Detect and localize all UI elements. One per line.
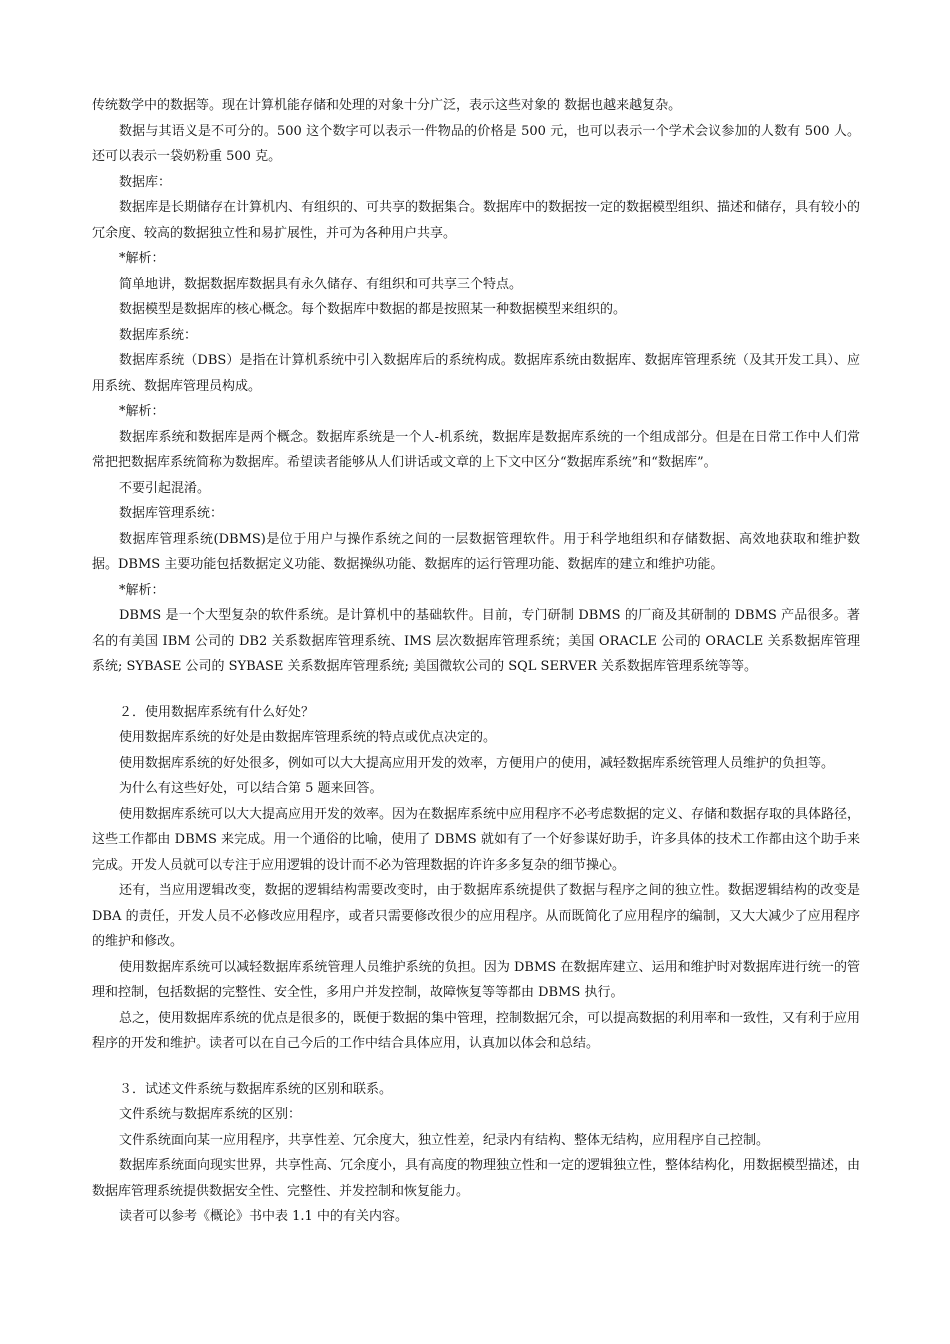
term-heading: 数据库系统： xyxy=(119,327,198,343)
paragraph: 使用数据库系统的好处是由数据库管理系统的特点或优点决定的。 xyxy=(119,730,497,745)
paragraph: 使用数据库系统可以减轻数据库系统管理人员维护系统的负担。因为 DBMS 在数据库建立、运用和维护时对数据库进行统一的管理和控制，包括数据的完整性、安全性，多用户并发控制，故障恢复等等都由 DBMS 执行。 xyxy=(92,959,860,1000)
section-question-3 xyxy=(92,1077,860,1230)
paragraph: 数据与其语义是不可分的。500 这个数字可以表示一件物品的价格是 500 元，也可以表示一个学术会议参加的人数有 500 人。还可以表示一袋奶粉重 500 克。 xyxy=(92,123,860,164)
section-definitions xyxy=(92,93,860,680)
paragraph: 数据模型是数据库的核心概念。每个数据库中数据的都是按照某一种数据模型来组织的。 xyxy=(119,302,627,317)
question-heading: ２．使用数据库系统有什么好处？ xyxy=(119,704,315,720)
paragraph: 数据库系统和数据库是两个概念。数据库系统是一个人-机系统，数据库是数据库系统的一个组成部分。但是在日常工作中人们常常把把数据库系统简称为数据库。希望读者能够从人们讲话或文章的上下文中区分“数据库系统”和“数据库”。 xyxy=(92,429,860,470)
analysis-label: *解析： xyxy=(119,251,165,266)
paragraph: 读者可以参考《概论》书中表 1.1 中的有关内容。 xyxy=(119,1209,408,1224)
paragraph: 使用数据库系统可以大大提高应用开发的效率。因为在数据库系统中应用程序不必考虑数据的定义、存储和数据存取的具体路径，这些工作都由 DBMS 来完成。用一个通俗的比喻，使用了 DBMS 就如有了一个好参谋好助手，许多具体的技术工作都由这个助手来完成。开发人员就可以专注于应用逻辑的设计而不必为管理数据的许许多多复杂的细节操心。 xyxy=(92,806,861,873)
section-gap xyxy=(92,680,860,700)
paragraph: 数据库是长期储存在计算机内、有组织的、可共享的数据集合。数据库中的数据按一定的数据模型组织、描述和储存，具有较小的冗余度、较高的数据独立性和易扩展性，并可为各种用户共享。 xyxy=(92,200,861,241)
question-heading: ３．试述文件系统与数据库系统的区别和联系。 xyxy=(119,1081,393,1097)
paragraph: 传统数学中的数据等。现在计算机能存储和处理的对象十分广泛，表示这些对象的 数据也越来越复杂。 xyxy=(92,98,682,113)
paragraph: 文件系统面向某一应用程序，共享性差、冗余度大，独立性差，纪录内有结构、整体无结构，应用程序自己控制。 xyxy=(119,1132,770,1148)
analysis-label: *解析： xyxy=(119,582,165,598)
paragraph: 还有，当应用逻辑改变，数据的逻辑结构需要改变时，由于数据库系统提供了数据与程序之间的独立性。数据逻辑结构的改变是 DBA 的责任，开发人员不必修改应用程序，或者只需要修改很少的应用程序。从而既简化了应用程序的编制，又大大减少了应用程序的维护和修改。 xyxy=(92,883,860,949)
section-question-2 xyxy=(92,700,860,1057)
section-gap xyxy=(92,1057,860,1077)
paragraph: 总之，使用数据库系统的优点是很多的，既便于数据的集中管理，控制数据冗余，可以提高数据的利用率和一致性，又有利于应用程序的开发和维护。读者可以在自己今后的工作中结合具体应用，认真加以体会和总结。 xyxy=(92,1010,861,1051)
paragraph: 文件系统与数据库系统的区别： xyxy=(119,1107,302,1122)
analysis-label: *解析： xyxy=(119,404,165,419)
paragraph: 简单地讲，数据数据库数据具有永久储存、有组织和可共享三个特点。 xyxy=(119,276,523,292)
paragraph: DBMS 是一个大型复杂的软件系统。是计算机中的基础软件。目前，专门研制 DBMS 的厂商及其研制的 DBMS 产品很多。著名的有美国 IBM 公司的 DB2 关系数据库管理系统、IMS 层次数据库管理系统；美国 ORACLE 公司的 ORACLE 关系数据库管理系统; SYBASE 公司的 SYBASE 关系数据库管理系统; 美国微软公司的 SQL SERVER 关系数据库管理系统等等。 xyxy=(92,608,860,674)
paragraph: 不要引起混淆。 xyxy=(119,480,211,496)
term-heading: 数据库： xyxy=(119,174,172,190)
paragraph: 使用数据库系统的好处很多，例如可以大大提高应用开发的效率，方便用户的使用，减轻数据库系统管理人员维护的负担等。 xyxy=(119,755,835,771)
paragraph: 为什么有这些好处，可以结合第 5 题来回答。 xyxy=(119,781,383,796)
paragraph: 数据库系统面向现实世界，共享性高、冗余度小，具有高度的物理独立性和一定的逻辑独立性，整体结构化，用数据模型描述，由数据库管理系统提供数据安全性、完整性、并发控制和恢复能力。 xyxy=(92,1158,861,1199)
paragraph: 数据库系统（DBS）是指在计算机系统中引入数据库后的系统构成。数据库系统由数据库、数据库管理系统（及其开发工具）、应用系统、数据库管理员构成。 xyxy=(92,353,860,394)
document-page xyxy=(92,93,860,1230)
paragraph: 数据库管理系统(DBMS)是位于用户与操作系统之间的一层数据管理软件。用于科学地组织和存储数据、高效地获取和维护数据。DBMS 主要功能包括数据定义功能、数据操纵功能、数据库的运行管理功能、数据库的建立和维护功能。 xyxy=(92,531,860,572)
term-heading: 数据库管理系统： xyxy=(119,506,224,521)
